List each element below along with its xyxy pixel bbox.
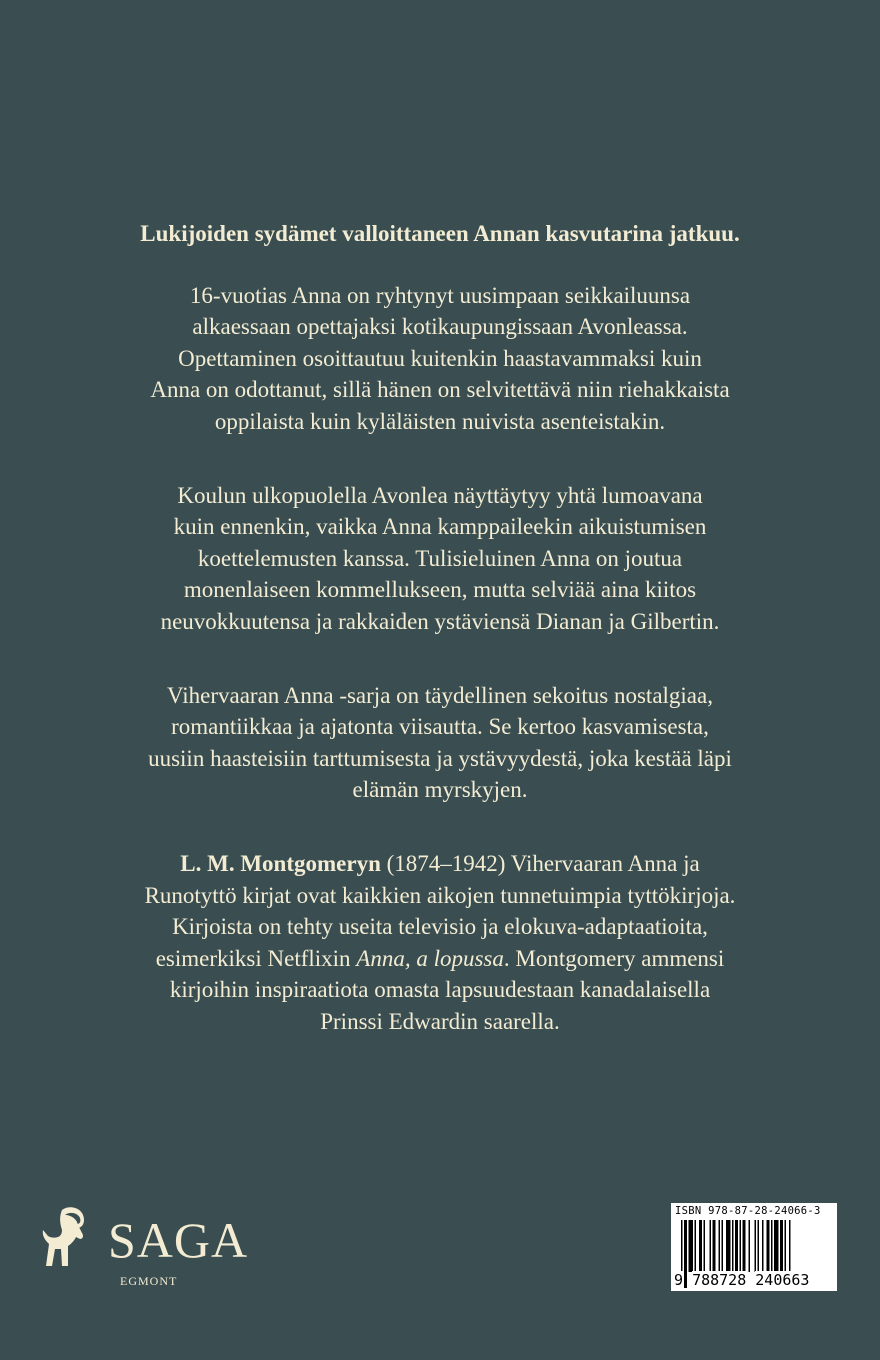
text-line: Koulun ulkopuolella Avonlea näyttäytyy yhtä lumoavana: [177, 482, 703, 508]
isbn-barcode: [671, 1203, 837, 1291]
paragraph-2: [40, 480, 840, 638]
text-line: Prinssi Edwardin saarella.: [320, 1008, 560, 1034]
text-line: alkaessaan opettajaksi kotikaupungissaan Avonleassa.: [192, 314, 688, 340]
barcode-bar: [689, 1220, 694, 1272]
text-line: Opettaminen osoittautuu kuitenkin haastavammaksi kuin: [178, 345, 702, 371]
barcode-bar: [726, 1220, 731, 1272]
barcode-bar: [719, 1220, 721, 1272]
text-line: koettelemusten kanssa. Tulisieluinen Anna on joutua: [197, 545, 683, 571]
isbn-digit-group: 240663: [755, 1271, 810, 1289]
text-line: 16-vuotias Anna on ryhtynyt uusimpaan seikkailuunsa: [189, 282, 691, 308]
isbn-label: ISBN 978-87-28-24066-3: [675, 1205, 821, 1217]
text-segment: . Montgomery ammensi: [503, 945, 725, 971]
text-line: uusiin haasteisiin tarttumisesta ja ystävyydestä, joka kestää läpi: [148, 745, 732, 771]
isbn-digit-group: 788728: [692, 1271, 747, 1289]
isbn-digit-group: 9: [674, 1271, 684, 1289]
back-cover-text: [40, 218, 840, 1079]
publisher-name: SAGA: [108, 1212, 249, 1268]
barcode-bar: [710, 1220, 712, 1272]
barcode-bar: [713, 1220, 716, 1272]
barcode-bar: [771, 1220, 773, 1272]
barcode-bar: [755, 1220, 757, 1272]
text-line: [40, 943, 840, 975]
barcode-bar: [695, 1220, 697, 1272]
text-line: oppilaista kuin kyläläisten nuivista asenteistakin.: [214, 408, 666, 434]
text-line: elämän myrskyjen.: [352, 777, 528, 803]
barcode-bar: [780, 1220, 783, 1272]
barcode-bar: [732, 1220, 734, 1272]
text-line: Kirjoista on tehty useita televisio ja elokuva-adaptaatioita,: [172, 914, 708, 940]
text-line: romantiikkaa ja ajatonta viisautta. Se kertoo kasvamisesta,: [171, 714, 709, 740]
paragraph-1: [40, 280, 840, 438]
goat-icon: [42, 1206, 104, 1276]
text-line: Vihervaaran Anna -sarja on täydellinen sekoitus nostalgiaa,: [167, 682, 713, 708]
text-segment: (1874–1942) Vihervaaran Anna ja: [380, 850, 700, 876]
publisher-logo: [42, 1200, 249, 1300]
text-line: monenlaiseen kommellukseen, mutta selviää aina kiitos: [183, 577, 697, 603]
barcode-bar: [722, 1220, 724, 1272]
barcode-bar: [767, 1220, 770, 1272]
barcode-bar: [749, 1220, 751, 1272]
text-line: [40, 848, 840, 880]
barcode-bar: [774, 1220, 779, 1272]
series-title: Anna, a lopussa: [356, 945, 504, 971]
text-line: neuvokkuutensa ja rakkaiden ystäviensä Dianan ja Gilbertin.: [160, 608, 720, 634]
barcode-bar: [699, 1220, 702, 1272]
text-line: Runotyttö kirjat ovat kaikkien aikojen tunnetuimpia tyttökirjoja.: [144, 882, 736, 908]
text-line: kirjoihin inspiraatiota omasta lapsuudestaan kanadalaisella: [169, 977, 711, 1003]
blurb-heading: Lukijoiden sydämet valloittaneen Annan kasvutarina jatkuu.: [140, 221, 740, 246]
barcode-bar: [704, 1220, 706, 1272]
text-line: kuin ennenkin, vaikka Anna kamppaileekin aikuistumisen: [173, 514, 707, 540]
barcode-bar: [743, 1220, 746, 1272]
text-line: Anna on odottanut, sillä hänen on selvitettävä niin riehakkaista: [150, 377, 730, 403]
author-paragraph: [40, 848, 840, 1038]
author-name: L. M. Montgomeryn: [180, 850, 381, 876]
publisher-subname: EGMONT: [120, 1274, 178, 1288]
barcode-bar: [785, 1220, 787, 1272]
text-segment: esimerkiksi Netflixin: [155, 945, 357, 971]
barcode-bar: [758, 1220, 760, 1272]
barcode-bar: [762, 1220, 764, 1272]
paragraph-3: [40, 680, 840, 806]
isbn-digits: [674, 1271, 809, 1289]
